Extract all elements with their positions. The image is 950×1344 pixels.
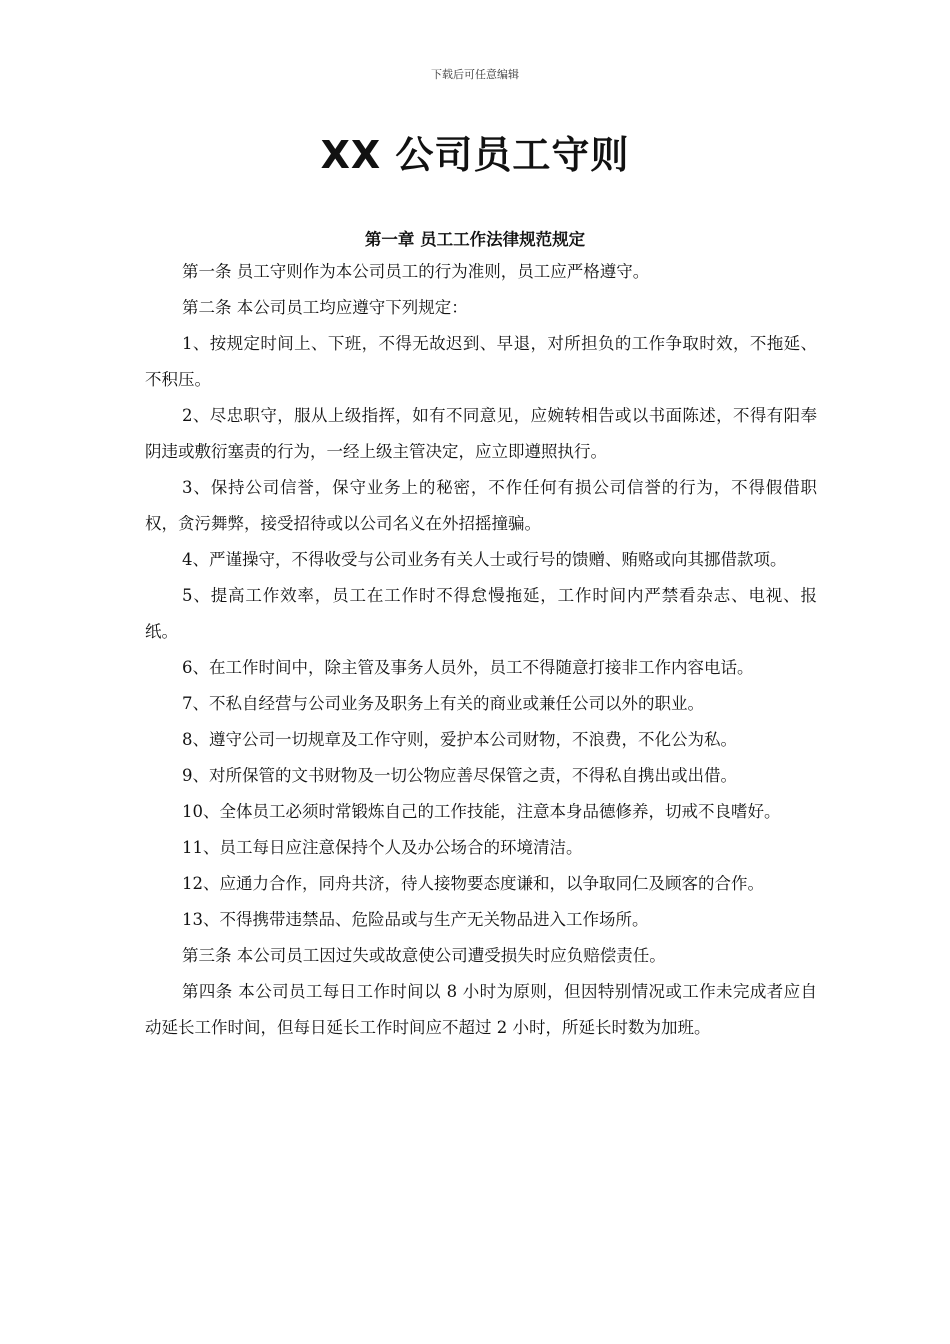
rule-2: 2、尽忠职守，服从上级指挥，如有不同意见，应婉转相告或以书面陈述，不得有阳奉阴违或敷衍塞责的行为，一经上级主管决定，应立即遵照执行。 bbox=[145, 406, 817, 461]
rule-3: 3、保持公司信誉，保守业务上的秘密，不作任何有损公司信誉的行为，不得假借职权，贪污舞弊，接受招待或以公司名义在外招摇撞骗。 bbox=[145, 478, 817, 533]
rule-11: 11、员工每日应注意保持个人及办公场合的环境清洁。 bbox=[182, 838, 583, 857]
rule-9: 9、对所保管的文书财物及一切公物应善尽保管之责，不得私自携出或出借。 bbox=[182, 766, 737, 785]
rule-7: 7、不私自经营与公司业务及职务上有关的商业或兼任公司以外的职业。 bbox=[182, 694, 704, 713]
article-4: 第四条 本公司员工每日工作时间以 8 小时为原则，但因特别情况或工作未完成者应自动延长工作时间，但每日延长工作时间应不超过 2 小时，所延长时数为加班。 bbox=[145, 982, 817, 1037]
document-body bbox=[145, 254, 817, 1046]
rule-12: 12、应通力合作，同舟共济，待人接物要态度谦和，以争取同仁及顾客的合作。 bbox=[182, 874, 764, 893]
article-2: 第二条 本公司员工均应遵守下列规定： bbox=[182, 298, 468, 317]
article-3: 第三条 本公司员工因过失或故意使公司遭受损失时应负赔偿责任。 bbox=[182, 946, 666, 965]
rule-1: 1、按规定时间上、下班，不得无故迟到、早退，对所担负的工作争取时效，不拖延、不积压。 bbox=[145, 334, 817, 389]
rule-4: 4、严谨操守，不得收受与公司业务有关人士或行号的馈赠、贿赂或向其挪借款项。 bbox=[182, 550, 787, 569]
document-title: XX 公司员工守则 bbox=[320, 133, 630, 177]
rule-5: 5、提高工作效率，员工在工作时不得怠慢拖延，工作时间内严禁看杂志、电视、报纸。 bbox=[145, 586, 817, 641]
rule-10: 10、全体员工必须时常锻炼自己的工作技能，注意本身品德修养，切戒不良嗜好。 bbox=[182, 802, 781, 821]
rule-6: 6、在工作时间中，除主管及事务人员外，员工不得随意打接非工作内容电话。 bbox=[182, 658, 754, 677]
rule-8: 8、遵守公司一切规章及工作守则，爱护本公司财物，不浪费，不化公为私。 bbox=[182, 730, 737, 749]
article-1: 第一条 员工守则作为本公司员工的行为准则，员工应严格遵守。 bbox=[182, 262, 650, 281]
header-note: 下载后可任意编辑 bbox=[431, 68, 519, 81]
rule-13: 13、不得携带违禁品、危险品或与生产无关物品进入工作场所。 bbox=[182, 910, 649, 929]
chapter-heading: 第一章 员工工作法律规范规定 bbox=[364, 230, 586, 249]
